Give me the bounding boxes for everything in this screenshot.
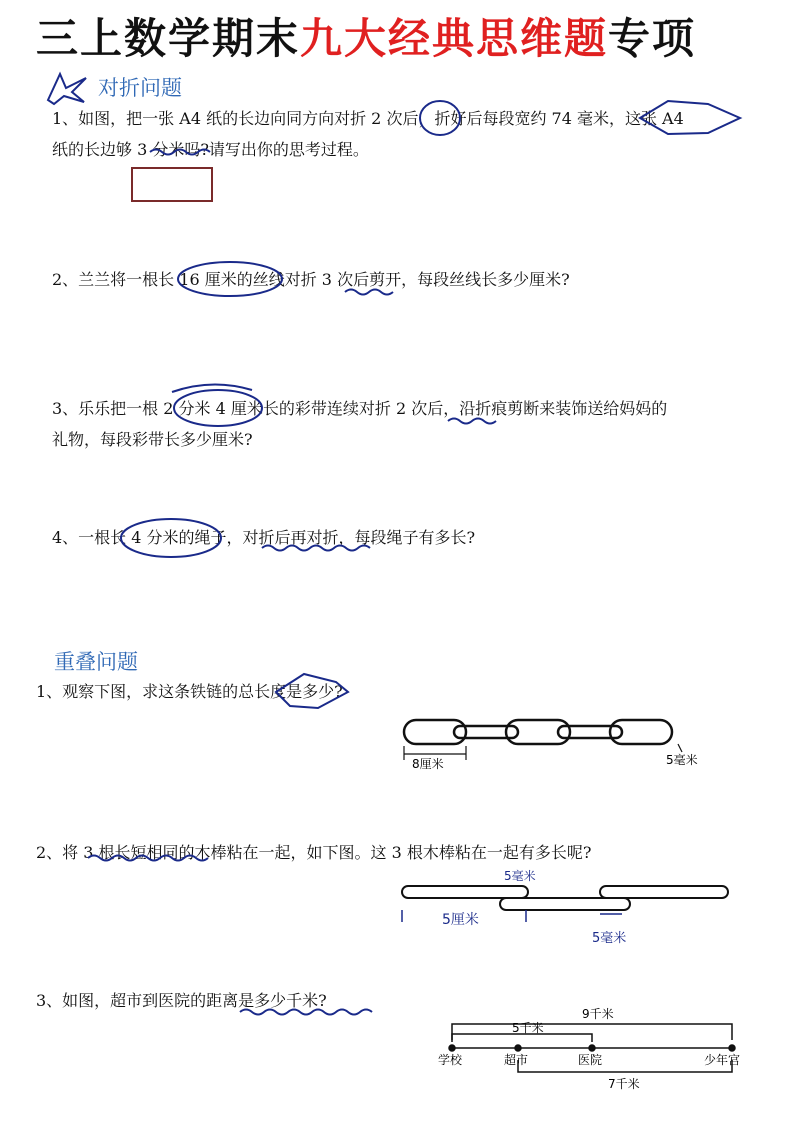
- chain-overlap-label: 5毫米: [666, 753, 698, 767]
- route-9km-label: 9千米: [582, 1007, 614, 1021]
- title-part2: 九大经典思维题: [300, 14, 609, 63]
- title-part1: 三上数学期末: [36, 14, 301, 63]
- title-part3: 专项: [608, 14, 697, 63]
- sticks-bottom-overlap-label: 5毫米: [592, 931, 627, 946]
- question-2-2-line1: 2、将 3 根长短相同的木棒粘在一起，如下图。这 3 根木棒粘在一起有多长呢?: [36, 843, 592, 862]
- bracket-5km: [452, 1034, 592, 1042]
- place-school: 学校: [438, 1053, 463, 1067]
- oval-mark: [121, 519, 221, 557]
- question-1-4-line1: 4、一根长 4 分米的绳子，对折后再对折，每段绳子有多长?: [52, 528, 476, 547]
- question-1-3-line1: 3、乐乐把一根 2 分米 4 厘米长的彩带连续对折 2 次后，沿折痕剪断来装饰送给妈妈的: [52, 399, 668, 418]
- diamond-mark: [276, 674, 348, 708]
- route-5km-label: 5千米: [512, 1021, 544, 1035]
- question-1-3-line2: 礼物，每段彩带长多少厘米?: [52, 430, 253, 449]
- circle-mark: [420, 101, 460, 135]
- oval-mark: [174, 390, 262, 426]
- chain-length-label: 8厘米: [412, 757, 444, 771]
- diamond-mark: [640, 101, 740, 134]
- question-1-2-line1: 2、兰兰将一根长 16 厘米的丝线对折 3 次后剪开，每段丝线长多少厘米?: [52, 270, 570, 289]
- place-youth-palace: 少年宫: [704, 1053, 741, 1067]
- wavy-underline: [150, 150, 210, 155]
- oval-mark: [178, 262, 282, 296]
- question-1-1-line2: 纸的长边够 3 分米吗?请写出你的思考过程。: [52, 140, 369, 159]
- question-2-3-line1: 3、如图，超市到医院的距离是多少千米?: [36, 991, 327, 1010]
- wavy-underline: [88, 856, 208, 861]
- section-title-overlap: 重叠问题: [54, 650, 138, 674]
- sticks-length-label: 5厘米: [442, 912, 479, 928]
- wavy-underline: [240, 1010, 372, 1015]
- wavy-underline: [345, 290, 393, 295]
- route-figure: [432, 1000, 772, 1100]
- place-hospital: 医院: [578, 1053, 603, 1067]
- wavy-underline: [448, 419, 496, 424]
- wavy-underline: [262, 546, 370, 551]
- bracket-7km: [518, 1060, 732, 1072]
- route-7km-label: 7千米: [608, 1077, 640, 1091]
- sticks-top-overlap-label: 5毫米: [504, 869, 536, 883]
- question-2-1-line1: 1、观察下图，求这条铁链的总长度是多少?: [36, 682, 343, 701]
- section-title-folding: 对折问题: [98, 76, 182, 100]
- question-1-1-line1: 1、如图，把一张 A4 纸的长边向同方向对折 2 次后，折好后每段宽约 74 毫米，这张 A4: [52, 109, 684, 128]
- place-supermarket: 超市: [504, 1053, 529, 1067]
